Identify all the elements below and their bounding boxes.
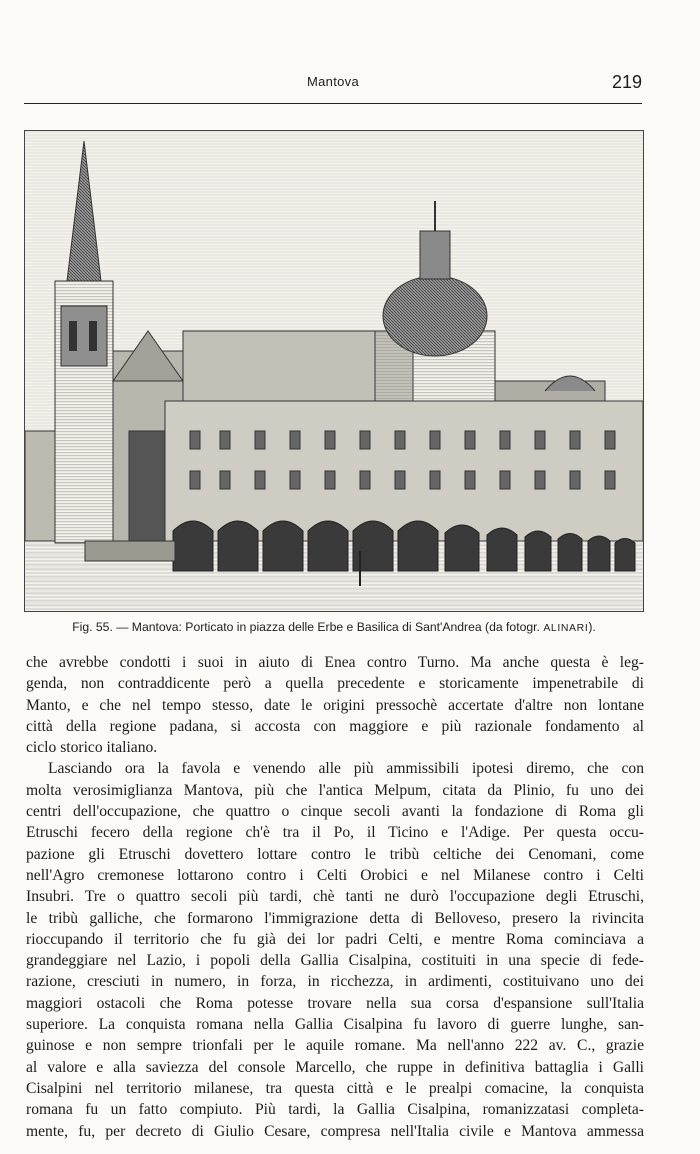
text-line: romana fu un fatto compiuto. Più tardi, la Gallia Cisalpina, romanizzatasi completa- [26, 1101, 644, 1119]
text-line: che avrebbe condotti i suoi in aiuto di Enea contro Turno. Ma anche questa è leg- [26, 654, 644, 671]
text-line: razione, cresciuti in numero, in forza, in ricchezza, in ardimenti, costituivano uno dei [26, 973, 644, 991]
engraving-drawing [25, 131, 643, 611]
text-line: mente, fu, per decreto di Giulio Cesare, compresa nell'Italia civile e Mantova ammessa [26, 1122, 644, 1140]
text-line: le tribù galliche, che formarono l'immigrazione detta di Belloveso, presero la rivincita [26, 909, 644, 927]
caption-photographer: ALINARI [543, 622, 589, 634]
text-line: guinose e non sempre trionfali per le aquile romane. Ma nell'anno 222 av. C., grazie [26, 1037, 644, 1055]
text-line: centri dell'occupazione, che quattro o cinque secoli avanti la fondazione di Roma gli [26, 803, 644, 821]
text-line: Etruschi fecero della regione ch'è tra il Po, il Ticino e l'Adige. Per questa occu- [26, 824, 644, 842]
text-line: Insubri. Tre o quattro secoli più tardi, chè tanti ne durò l'occupazione degli Etruschi, [26, 888, 644, 906]
text-line: molta verosimiglianza Mantova, più che l'antica Melpum, citata da Plinio, fu uno dei [26, 781, 644, 799]
text-line: rioccupando il territorio che fu già dei lor padri Celti, e mentre Roma cominciava a [26, 930, 644, 948]
text-line: Lasciando ora la favola e venendo alle più ammissibili ipotesi diremo, che con [48, 760, 644, 778]
text-line: città della regione padana, si accosta con maggiore e più razionale fondamento al [26, 717, 644, 735]
text-line: Manto, e che nel tempo stesso, date le origini pressochè accertate d'altre non lontane [26, 696, 644, 714]
page-number: 219 [611, 72, 642, 92]
text-line: al valore e alla saviezza del console Marcello, che ruppe in definitiva battaglia i Galli [26, 1058, 644, 1076]
figure-caption [24, 620, 644, 634]
page-header [24, 70, 642, 98]
text-line: genda, non contraddicente però a quella precedente e storicamente impenetrabile di [26, 675, 644, 693]
header-rule [24, 103, 642, 104]
engraving-illustration [24, 130, 644, 612]
text-line: Cisalpini nel territorio milanese, tra questa città e le prealpi comacine, la conquista [26, 1079, 644, 1097]
body-text [26, 652, 644, 1142]
text-line: superiore. La conquista romana nella Gallia Cisalpina fu lavoro di guerre lunghe, san- [26, 1016, 644, 1034]
text-line: ciclo storico italiano. [26, 739, 158, 757]
caption-end: ). [588, 620, 596, 634]
text-line: grandeggiare nel Lazio, i popoli della Gallia Cisalpina, costituiti in una specie di fede- [26, 952, 644, 970]
text-line: pazione gli Etruschi dovettero lottare contro le tribù celtiche dei Cenomani, come [26, 845, 644, 863]
running-title: Mantova [307, 74, 359, 89]
caption-text: Fig. 55. — Mantova: Porticato in piazza delle Erbe e Basilica di Sant'Andrea (da fotogr. [72, 620, 544, 634]
text-line: nell'Agro cremonese lottarono contro i Celti Orobici e nel Milanese contro i Celti [26, 866, 644, 884]
text-line: maggiori ostacoli che Roma potesse trovare nella sua corsa d'espansione sull'Italia [26, 994, 644, 1012]
